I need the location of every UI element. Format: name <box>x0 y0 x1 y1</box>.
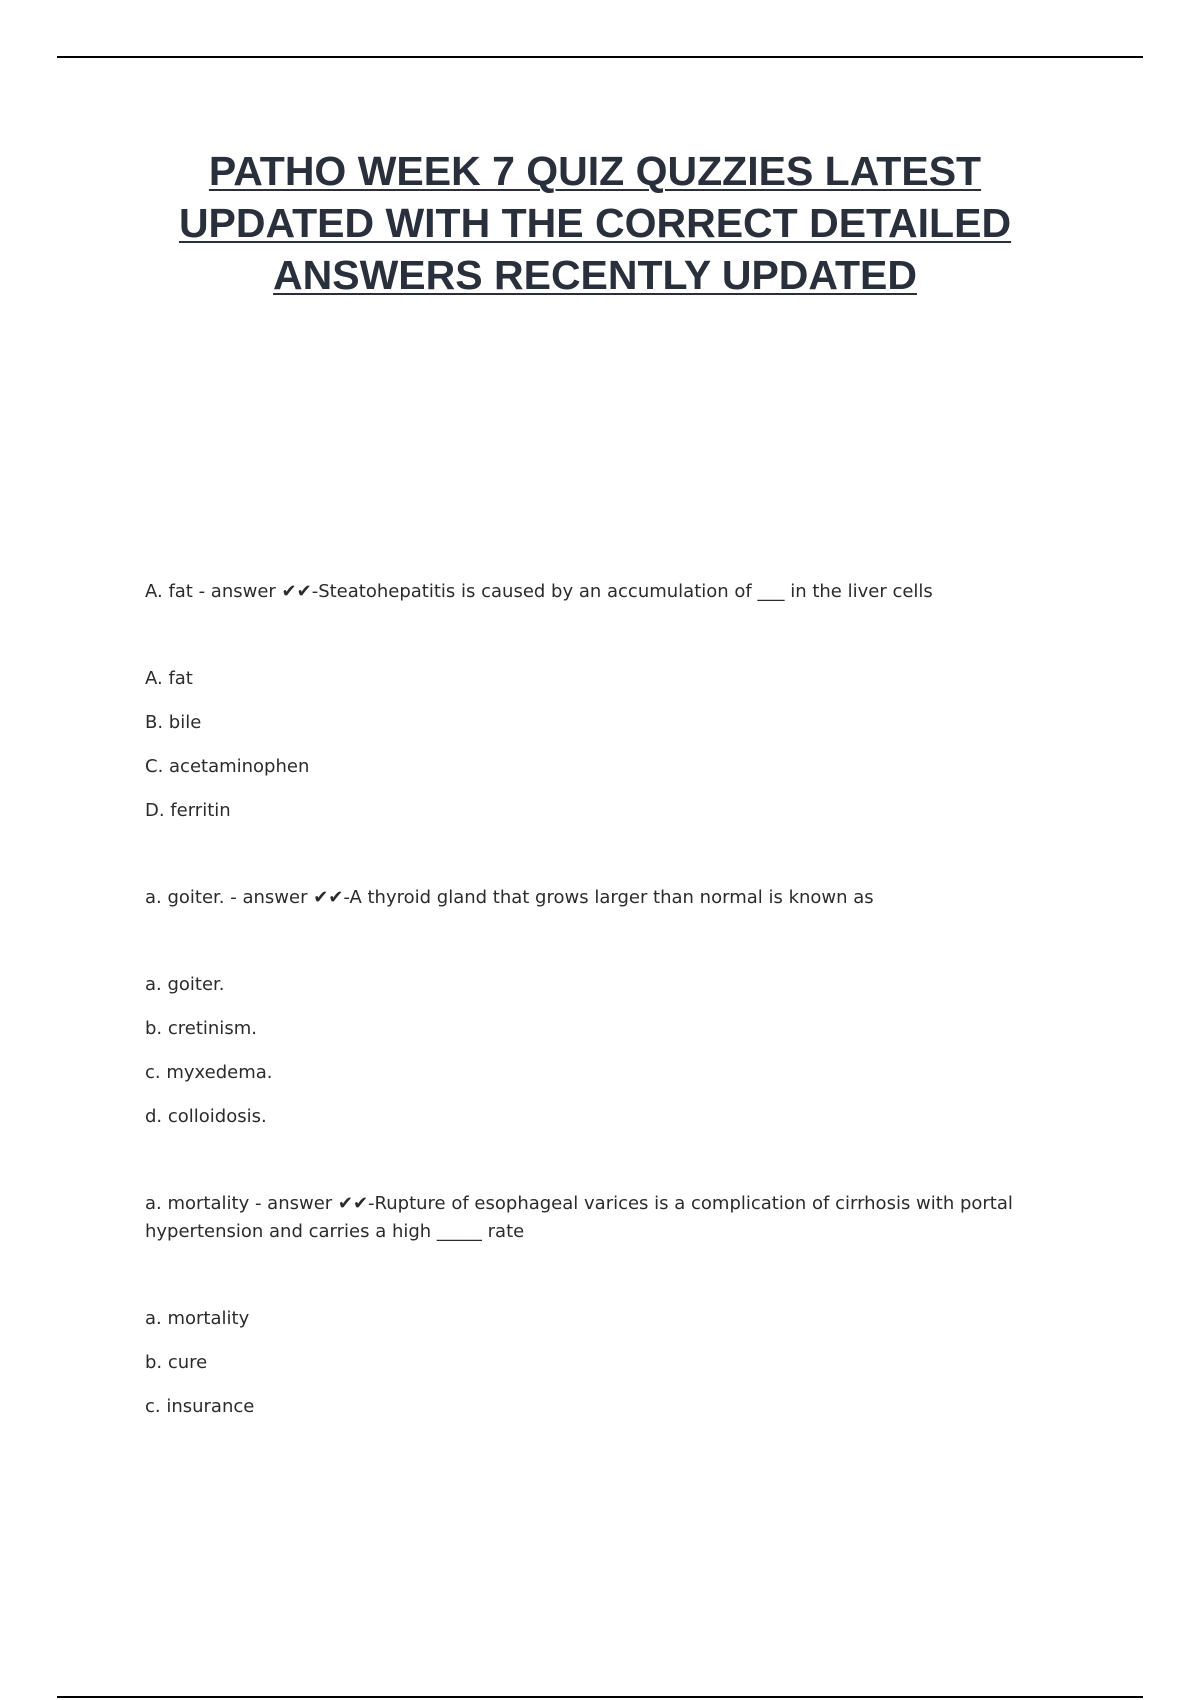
answer-options <box>145 971 1045 1131</box>
answer-options <box>145 1305 1045 1421</box>
answer-option: c. insurance <box>145 1396 255 1417</box>
answer-option: a. mortality <box>145 1308 250 1329</box>
answer-option: b. cure <box>145 1352 208 1373</box>
top-rule <box>57 56 1143 58</box>
question-prompt: a. mortality - answer ✔✔-Rupture of esophageal varices is a complication of cirrhosis with portal hypertension and carries a high _____ rate <box>145 1193 1013 1242</box>
question-block-2 <box>145 884 1045 1131</box>
question-block-1 <box>145 578 1045 825</box>
answer-option: d. colloidosis. <box>145 1106 267 1127</box>
bottom-rule <box>57 1696 1143 1698</box>
answer-option: c. myxedema. <box>145 1062 273 1083</box>
answer-option: a. goiter. <box>145 974 225 995</box>
question-prompt: a. goiter. - answer ✔✔-A thyroid gland that grows larger than normal is known as <box>145 887 874 908</box>
question-prompt: A. fat - answer ✔✔-Steatohepatitis is caused by an accumulation of ___ in the liver cells <box>145 581 933 602</box>
answer-option: C. acetaminophen <box>145 756 310 777</box>
quiz-content <box>145 578 1045 1437</box>
answer-option: A. fat <box>145 668 193 689</box>
document-title: PATHO WEEK 7 QUIZ QUZZIES LATEST UPDATED WITH THE CORRECT DETAILED ANSWERS RECENTLY UPDATED <box>178 148 1012 298</box>
answer-option: b. cretinism. <box>145 1018 257 1039</box>
question-block-3 <box>145 1190 1045 1421</box>
answer-option: D. ferritin <box>145 800 231 821</box>
answer-option: B. bile <box>145 712 202 733</box>
answer-options <box>145 665 1045 825</box>
